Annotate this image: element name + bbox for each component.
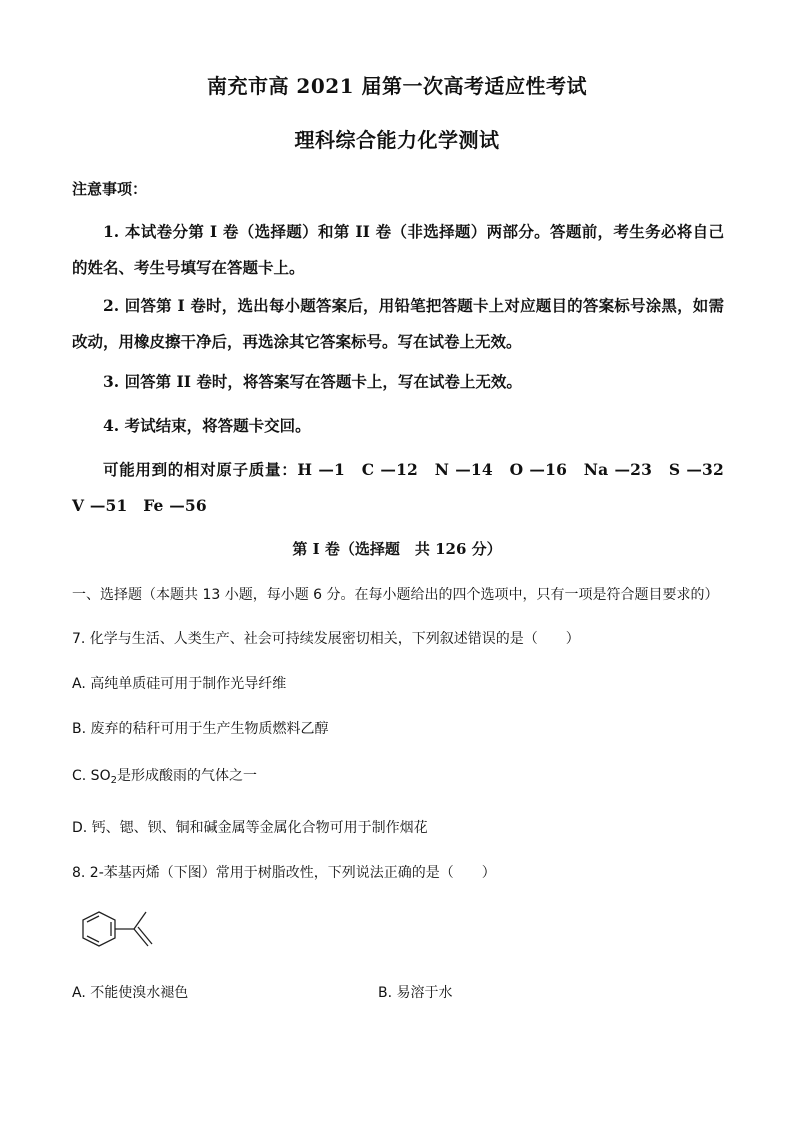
note-item-3: 3. 回答第 II 卷时，将答案写在答题卡上，写在试卷上无效。 [103, 372, 522, 391]
q8-option-b: B. 易溶于水 [378, 985, 453, 1001]
q7-option-c-suffix: 是形成酸雨的气体之一 [116, 768, 257, 784]
benzene-ring [83, 912, 115, 946]
section-instruction: 一、选择题（本题共 13 小题，每小题 6 分。在每小题给出的四个选项中，只有一项是符合题目要求的） [72, 587, 719, 603]
notes-heading: 注意事项： [72, 180, 148, 198]
q7-option-b: B. 废弃的秸秆可用于生产生物质燃料乙醇 [72, 721, 329, 737]
q7-option-c-prefix: C. SO [72, 768, 111, 784]
methyl-bond [134, 912, 146, 929]
note-item-1: 1. 本试卷分第 I 卷（选择题）和第 II 卷（非选择题）两部分。答题前，考生务必将自己的姓名、考生号填写在答题卡上。 [72, 222, 724, 277]
atomic-masses: 可能用到的相对原子质量：H —1 C —12 N —14 O —16 Na —23 S —32 V —51 Fe —56 [72, 460, 740, 515]
q8-option-a: A. 不能使溴水褪色 [72, 985, 189, 1001]
q7-option-c [72, 765, 257, 786]
note-item-2: 2. 回答第 I 卷时，选出每小题答案后，用铅笔把答题卡上对应题目的答案标号涂黑，如需改动，用橡皮擦干净后，再选涂其它答案标号。写在试卷上无效。 [72, 296, 724, 351]
q8-stem: 8. 2-苯基丙烯（下图）常用于树脂改性，下列说法正确的是（ ） [72, 865, 496, 881]
q7-option-c-subscript: 2 [110, 775, 117, 786]
2-phenylpropene-structure-diagram [78, 906, 160, 958]
q7-option-d: D. 钙、锶、钡、铜和碱金属等金属化合物可用于制作烟花 [72, 820, 428, 836]
q7-option-a: A. 高纯单质硅可用于制作光导纤维 [72, 676, 287, 692]
note-item-4: 4. 考试结束，将答题卡交回。 [103, 416, 311, 435]
section-title: 第 I 卷（选择题 共 126 分） [292, 540, 502, 558]
exam-title: 南充市高 2021 届第一次高考适应性考试 [206, 74, 588, 98]
q7-stem: 7. 化学与生活、人类生产、社会可持续发展密切相关，下列叙述错误的是（ ） [72, 631, 580, 647]
exam-subtitle: 理科综合能力化学测试 [294, 128, 500, 152]
